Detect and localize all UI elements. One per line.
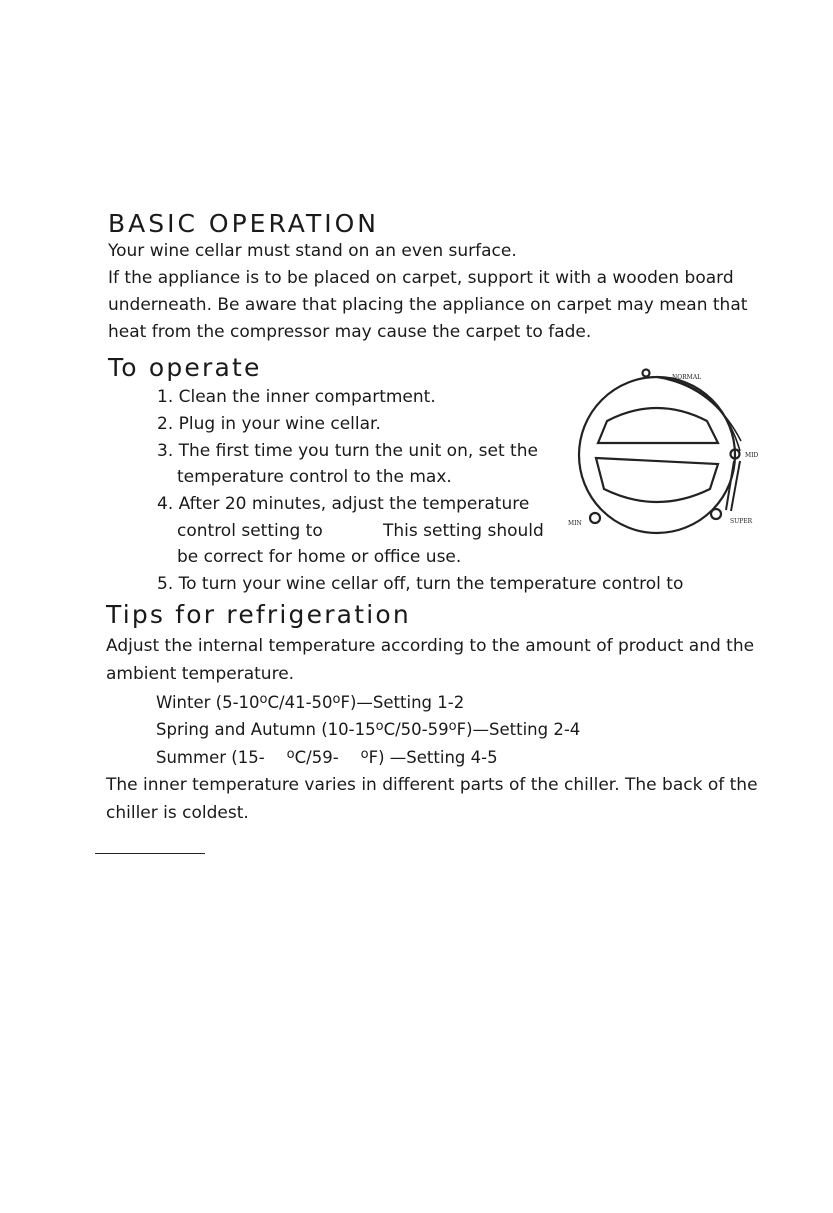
degree-symbol: o [375, 719, 384, 734]
tips-closing-line: chiller is coldest. [106, 803, 249, 823]
season-spring-autumn: Spring and Autumn (10-15$^o$C/50-59$^o$F)—Setting 2-4 [156, 719, 581, 739]
dial-label-normal: NORMAL [672, 374, 702, 381]
degree-symbol: o [259, 692, 268, 707]
season-winter: Winter (5-10$^o$C/41-50$^o$F)—Setting 1-2 [156, 692, 465, 712]
dial-scale-arc-inner [666, 378, 740, 451]
operate-step: 2. Plug in your wine cellar. [157, 414, 381, 434]
dial-marker-normal [643, 370, 650, 377]
operate-step: 4. After 20 minutes, adjust the temperature [157, 494, 530, 514]
tips-intro-line: ambient temperature. [106, 664, 295, 684]
operate-step: control setting to [177, 521, 323, 541]
operate-step: This setting should [383, 521, 544, 541]
dial-label-super: SUPER [730, 518, 753, 525]
degree-symbol: o [448, 719, 457, 734]
basic-line: heat from the compressor may cause the carpet to fade. [108, 322, 592, 342]
degree-symbol: o [360, 747, 369, 762]
operate-step: 3. The first time you turn the unit on, set the [157, 441, 538, 461]
dial-label-min: MIN [568, 520, 582, 527]
dial-marker-min [590, 513, 600, 523]
basic-line: Your wine cellar must stand on an even surface. [108, 241, 517, 261]
degree-symbol: o [286, 747, 295, 762]
basic-line: underneath. Be aware that placing the appliance on carpet may mean that [108, 295, 748, 315]
degree-symbol: o [332, 692, 341, 707]
section-title-basic-operation: BASIC OPERATION [108, 209, 379, 238]
section-title-to-operate: To operate [108, 353, 262, 382]
dial-label-mid: MID [745, 452, 759, 459]
tips-intro-line: Adjust the internal temperature according to the amount of product and the [106, 636, 755, 656]
operate-step: be correct for home or office use. [177, 547, 462, 567]
dial-knob-upper-half [598, 408, 718, 443]
temperature-dial-illustration [560, 365, 765, 540]
dial-marker-super [711, 509, 721, 519]
operate-step: 1. Clean the inner compartment. [157, 387, 436, 407]
basic-line: If the appliance is to be placed on carpet, support it with a wooden board [108, 268, 734, 288]
tips-closing-line: The inner temperature varies in different parts of the chiller. The back of the [106, 775, 758, 795]
operate-step: temperature control to the max. [177, 467, 452, 487]
season-summer: Summer (15- $^o$C/59- $^o$F) —Setting 4-5 [156, 747, 498, 767]
dial-knob-lower-half [596, 458, 718, 502]
section-title-tips: Tips for refrigeration [106, 600, 411, 629]
footnote-rule [95, 853, 205, 854]
operate-step: 5. To turn your wine cellar off, turn the temperature control to [157, 574, 684, 594]
